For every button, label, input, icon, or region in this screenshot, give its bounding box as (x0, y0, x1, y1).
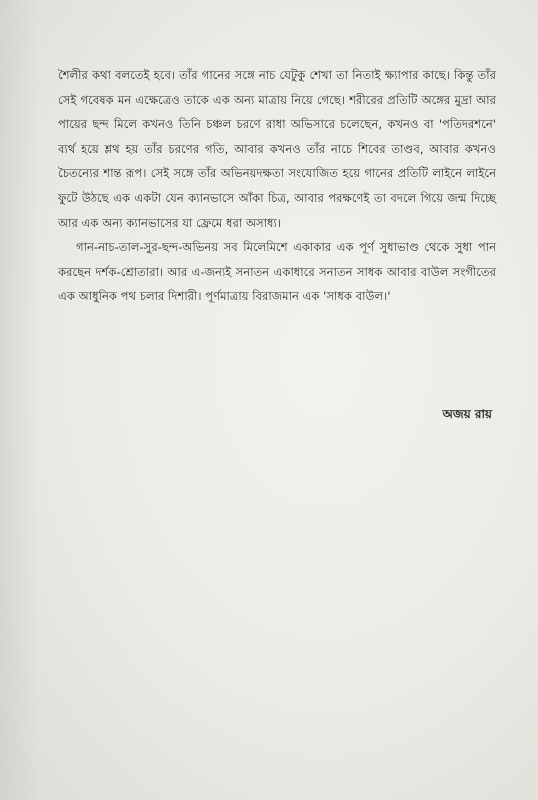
author-signature: অজয় রায় (442, 407, 492, 421)
paragraph-2: গান-নাচ-তাল-সুর-ছন্দ-অভিনয় সব মিলেমিশে একাকার এক পূর্ণ সুধাভাণ্ড থেকে সুধা পান করছেন দর্শক-শ্রোতারা। আর এ-জন্যই সনাতন একাধারে সনাতন সাধক আবার বাউল সংগীতের এক আধুনিক পথ চলার দিশারী। পূর্ণমাত্রায় বিরাজমান এক 'সাধক বাউল।' (58, 240, 496, 304)
page-gutter-shadow (0, 0, 40, 800)
body-text (58, 63, 496, 309)
paragraph-1: শৈলীর কথা বলতেই হবে। তাঁর গানের সঙ্গে নাচ যেটুকু শেখা তা নিতাই ক্ষ্যাপার কাছে। কিন্তু তাঁর সেই গবেষক মন এক্ষেত্রেও তাকে এক অন্য মাত্রায় নিয়ে গেছে। শরীরের প্রতিটি অঙ্গের মুদ্রা আর পায়ের ছন্দ মিলে কখনও তিনি চঞ্চল চরণে রাধা অভিসারে চলেছেন, কখনও বা 'পতিদরশনে' ব্যর্থ হয়ে শ্লথ হয় তাঁর চরণের গতি, আবার কখনও তাঁর নাচে শিবের তাণ্ডব, আবার কখনও চৈতন্যের শান্ত রূপ। সেই সঙ্গে তাঁর অভিনয়দক্ষতা সংযোজিত হয়ে গানের প্রতিটি লাইনে লাইনে ফুটে উঠছে এক একটা যেন ক্যানভাসে আঁকা চিত্র, আবার পরক্ষণেই তা বদলে গিয়ে জন্ম দিচ্ছে আর এক অন্য ক্যানভাসের যা ফ্রেমে ধরা অসাধ্য। (58, 68, 496, 230)
